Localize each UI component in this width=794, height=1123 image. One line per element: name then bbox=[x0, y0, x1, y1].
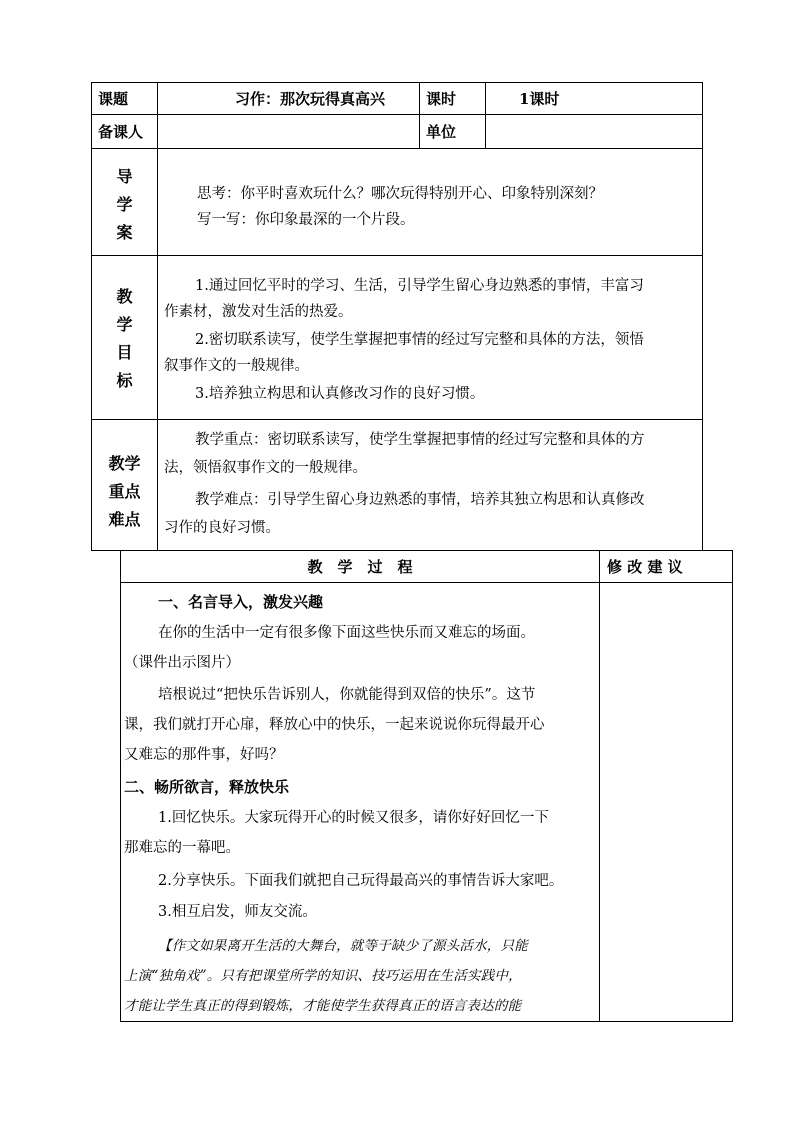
objectives-label-line: 学 bbox=[116, 315, 133, 334]
topic-value: 习作：那次玩得真高兴 bbox=[235, 90, 386, 108]
objectives-label bbox=[92, 283, 157, 395]
section2-title: 二、畅所欲言，释放快乐 bbox=[124, 778, 290, 796]
process-right-border bbox=[732, 550, 733, 1022]
keypoints-label-line: 教学 bbox=[108, 454, 141, 473]
revise-header: 修 改 建 议 bbox=[607, 558, 683, 576]
objective-line: 叙事作文的一般规律。 bbox=[164, 358, 309, 374]
process-bottom-border bbox=[120, 1021, 733, 1022]
section1-line: （课件出示图片） bbox=[124, 655, 240, 671]
guide-line-1: 思考：你平时喜欢玩什么？哪次玩得特别开心、印象特别深刻？ bbox=[197, 186, 603, 202]
keypoint-line: 习作的良好习惯。 bbox=[164, 520, 280, 536]
keypoint-line: 教学重点：密切联系读写，使学生掌握把事情的经过写完整和具体的方 bbox=[195, 432, 645, 448]
row-divider-1 bbox=[91, 114, 703, 115]
process-top-border bbox=[91, 550, 733, 551]
table-right-border bbox=[702, 82, 703, 551]
objectives-label-line: 目 bbox=[116, 343, 133, 362]
guide-line-2: 写一写：你印象最深的一个片段。 bbox=[197, 212, 415, 228]
section2-line: 那难忘的一幕吧。 bbox=[124, 840, 240, 856]
section1-line: 培根说过“把快乐告诉别人，你就能得到双倍的快乐”。这节 bbox=[158, 687, 536, 703]
objectives-label-line: 教 bbox=[116, 287, 133, 306]
keypoints-label bbox=[92, 450, 157, 534]
section2-line: 2.分享快乐。下面我们就把自己玩得最高兴的事情告诉大家吧。 bbox=[158, 873, 564, 889]
note-line: 上演“独角戏”。只有把课堂所学的知识、技巧运用在生活实践中， bbox=[124, 968, 522, 984]
objective-line: 1.通过回忆平时的学习、生活，引导学生留心身边熟悉的事情，丰富习 bbox=[195, 278, 644, 294]
keypoints-label-line: 重点 bbox=[108, 482, 141, 501]
row-divider-4 bbox=[91, 419, 703, 420]
period-label: 课时 bbox=[426, 90, 457, 108]
process-header: 教 学 过 程 bbox=[307, 558, 413, 576]
process-column-divider bbox=[599, 550, 600, 1022]
mid-column-divider bbox=[419, 82, 420, 148]
guide-label bbox=[92, 163, 157, 247]
objective-line: 作素材，激发对生活的热爱。 bbox=[164, 304, 353, 320]
process-left-border bbox=[120, 550, 121, 1022]
note-line: 【作文如果离开生活的大舞台，就等于缺少了源头活水，只能 bbox=[158, 938, 528, 954]
keypoint-line: 教学难点：引导学生留心身边熟悉的事情，培养其独立构思和认真修改 bbox=[195, 492, 645, 508]
label-column-divider bbox=[157, 82, 158, 551]
table-top-border bbox=[91, 82, 703, 83]
section1-line: 课，我们就打开心扉，释放心中的快乐，一起来说说你玩得最开心 bbox=[124, 717, 545, 733]
keypoints-label-line: 难点 bbox=[108, 510, 141, 529]
section1-line: 又难忘的那件事，好吗？ bbox=[124, 747, 284, 763]
objectives-label-line: 标 bbox=[116, 371, 133, 390]
row-divider-2 bbox=[91, 148, 703, 149]
unit-label: 单位 bbox=[426, 123, 457, 141]
guide-label-line: 导 bbox=[116, 167, 133, 186]
process-header-divider bbox=[120, 582, 733, 583]
section2-line: 1.回忆快乐。大家玩得开心的时候又很多，请你好好回忆一下 bbox=[158, 810, 549, 826]
section2-line: 3.相互启发，师友交流。 bbox=[158, 904, 317, 920]
objective-line: 3.培养独立构思和认真修改习作的良好习惯。 bbox=[195, 386, 485, 402]
mid-column-divider-2 bbox=[485, 82, 486, 148]
objective-line: 2.密切联系读写，使学生掌握把事情的经过写完整和具体的方法，领悟 bbox=[195, 332, 644, 348]
period-value: 1课时 bbox=[519, 90, 560, 108]
note-line: 才能让学生真正的得到锻炼，才能使学生获得真正的语言表达的能 bbox=[124, 998, 522, 1014]
preparer-label: 备课人 bbox=[98, 123, 144, 141]
section1-title: 一、名言导入，激发兴趣 bbox=[158, 593, 324, 611]
topic-label: 课题 bbox=[98, 90, 129, 108]
row-divider-3 bbox=[91, 255, 703, 256]
guide-label-line: 案 bbox=[116, 223, 133, 242]
section1-line: 在你的生活中一定有很多像下面这些快乐而又难忘的场面。 bbox=[158, 625, 535, 641]
keypoint-line: 法，领悟叙事作文的一般规律。 bbox=[164, 460, 367, 476]
guide-label-line: 学 bbox=[116, 195, 133, 214]
